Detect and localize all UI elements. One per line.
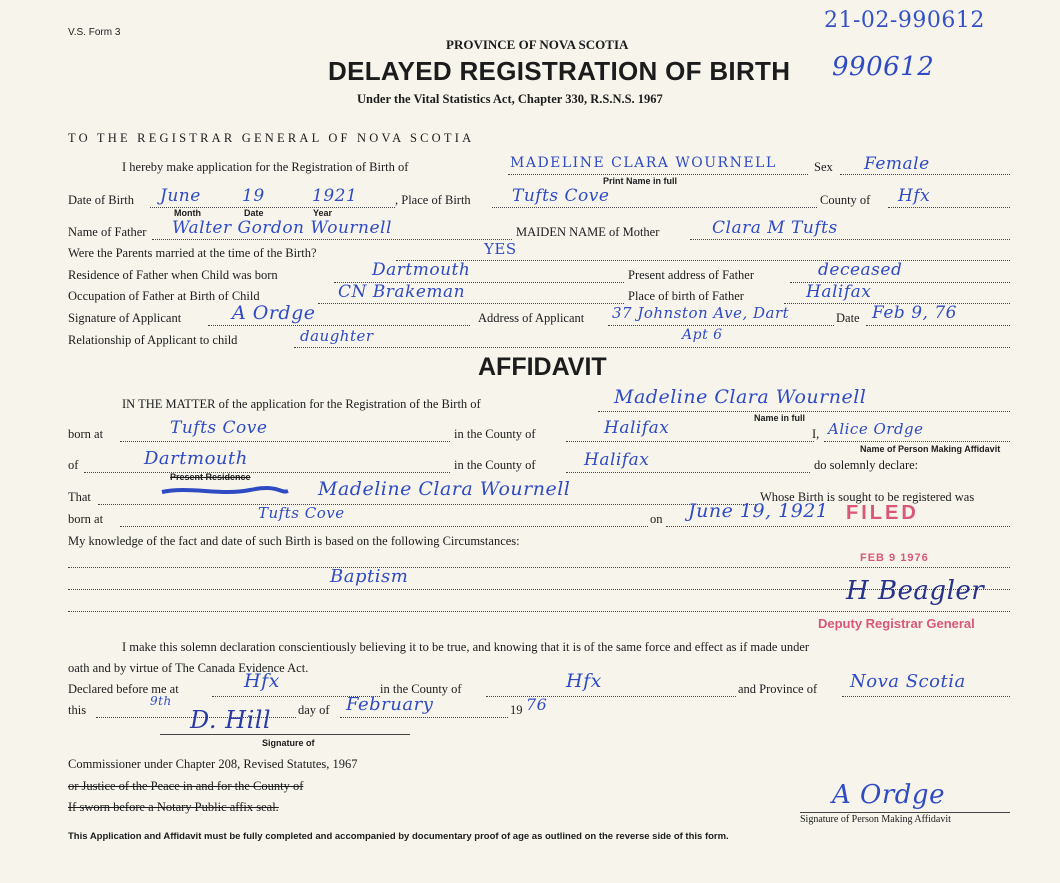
knowledge-label: My knowledge of the fact and date of such Birth is based on the following Circumstances:: [68, 534, 520, 548]
father-birthplace-label: Place of birth of Father: [628, 289, 744, 303]
father-name-label: Name of Father: [68, 225, 147, 239]
place-of-birth-value: Tufts Cove: [512, 186, 610, 206]
affidavit-heading: AFFIDAVIT: [478, 353, 607, 381]
in-county-label-3: in the County of: [380, 682, 462, 696]
date-label: Date: [836, 311, 860, 325]
married-value: YES: [484, 240, 517, 258]
province-value: Nova Scotia: [850, 671, 966, 692]
filed-stamp: FILED: [846, 502, 919, 524]
month-value: February: [346, 694, 434, 715]
sex-label: Sex: [814, 160, 833, 174]
present-residence-note: Present Residence: [170, 472, 251, 482]
in-county-label-2: in the County of: [454, 458, 536, 472]
declared-before-label: Declared before me at: [68, 682, 179, 696]
address-applicant-label: Address of Applicant: [478, 311, 585, 325]
form-title: DELAYED REGISTRATION OF BIRTH: [328, 56, 791, 86]
affidavit-county-value: Halifax: [604, 418, 670, 438]
father-name-value: Walter Gordon Wournell: [172, 218, 392, 238]
county-label: County of: [820, 193, 871, 207]
circumstances-value: Baptism: [330, 566, 409, 587]
this-label: this: [68, 703, 87, 717]
mother-maiden-value: Clara M Tufts: [712, 218, 838, 238]
affiant-signature: A Ordge: [832, 780, 945, 810]
place-of-birth-label: , Place of Birth: [395, 193, 471, 207]
date-note: Date: [244, 208, 264, 218]
relationship-label: Relationship of Applicant to child: [68, 333, 238, 347]
residence-father-value: Dartmouth: [372, 260, 471, 280]
born-at-label: born at: [68, 427, 104, 441]
married-label: Were the Parents married at the time of the Birth?: [68, 246, 317, 260]
declaration-text-1: I make this solemn declaration conscientiously believing it to be true, and knowing that it is of the same force and effect as if made under: [122, 640, 810, 654]
affiant-name-value: Alice Ordge: [828, 420, 924, 438]
declared-at-value: Hfx: [244, 670, 280, 692]
intro-label: I hereby make application for the Registration of Birth of: [122, 160, 409, 174]
commissioner-line: Commissioner under Chapter 208, Revised Statutes, 1967: [68, 757, 358, 771]
footer-notice: This Application and Affidavit must be fully completed and accompanied by documentary proof of age as outlined on the reverse side of this form.: [68, 831, 729, 842]
address-applicant-apt: Apt 6: [682, 327, 723, 343]
dob-month: June: [160, 186, 201, 206]
print-name-note: Print Name in full: [603, 176, 678, 186]
date-of-birth-label: Date of Birth: [68, 193, 134, 207]
in-county-label: in the County of: [454, 427, 536, 441]
dob-year: 1921: [312, 186, 358, 206]
matter-name-value: Madeline Clara Wournell: [614, 386, 867, 408]
date-value: Feb 9, 76: [872, 303, 957, 323]
signature-of-note: Signature of: [262, 738, 315, 748]
sex-value: Female: [864, 154, 930, 174]
address-applicant-value: 37 Johnston Ave, Dart: [612, 304, 790, 322]
form-number: V.S. Form 3: [68, 27, 121, 38]
of-value: Dartmouth: [144, 448, 248, 469]
filed-date-stamp: FEB 9 1976: [860, 552, 929, 564]
present-address-father-label: Present address of Father: [628, 268, 755, 282]
occupation-father-value: CN Brakeman: [338, 282, 466, 302]
whose-birth-label: Whose Birth is sought to be registered was: [760, 490, 975, 504]
county-value: Hfx: [898, 186, 931, 206]
name-in-full-note: Name in full: [754, 413, 806, 423]
commissioner-signature: D. Hill: [190, 706, 272, 734]
addressee: TO THE REGISTRAR GENERAL OF NOVA SCOTIA: [68, 131, 475, 145]
born-at-value-2: Tufts Cove: [258, 504, 345, 522]
registration-number-handwritten: 990612: [832, 52, 935, 82]
signature-applicant-value: A Ordge: [232, 302, 316, 324]
that-label: That: [68, 490, 91, 504]
declared-county-value: Hfx: [566, 670, 602, 692]
of-label: of: [68, 458, 79, 472]
on-label: on: [650, 512, 663, 526]
day-of-label: day of: [298, 703, 330, 717]
registration-number-top: 21-02-990612: [824, 8, 985, 33]
struck-out-mark: [160, 482, 290, 502]
on-date-value: June 19, 1921: [688, 500, 829, 522]
affiant-note: Name of Person Making Affidavit: [860, 444, 1001, 454]
i-label: I,: [812, 427, 820, 441]
affiant-signature-note: Signature of Person Making Affidavit: [800, 814, 951, 825]
registrar-signature: H Beagler: [846, 576, 985, 606]
notary-line: If sworn before a Notary Public affix seal.: [68, 800, 279, 814]
relationship-value: daughter: [300, 327, 374, 345]
year-value: 76: [526, 695, 548, 714]
province-of-label: and Province of: [738, 682, 818, 696]
province-heading: PROVINCE OF NOVA SCOTIA: [446, 37, 629, 52]
matter-label: IN THE MATTER of the application for the Registration of the Birth of: [122, 397, 481, 411]
justice-line: or Justice of the Peace in and for the County of: [68, 779, 304, 793]
form-subtitle: Under the Vital Statistics Act, Chapter 330, R.S.N.S. 1967: [357, 92, 663, 106]
mother-maiden-label: MAIDEN NAME of Mother: [516, 225, 660, 239]
born-at-value: Tufts Cove: [170, 418, 268, 438]
child-name: MADELINE CLARA WOURNELL: [510, 155, 777, 171]
born-at-label-2: born at: [68, 512, 104, 526]
present-address-father-value: deceased: [818, 260, 903, 280]
solemnly-declare-label: do solemnly declare:: [814, 458, 919, 472]
year-note: Year: [313, 208, 333, 218]
occupation-father-label: Occupation of Father at Birth of Child: [68, 289, 260, 303]
residence-father-label: Residence of Father when Child was born: [68, 268, 278, 282]
year-prefix: 19: [510, 703, 523, 717]
dob-day: 19: [242, 186, 265, 206]
signature-applicant-label: Signature of Applicant: [68, 311, 182, 325]
deputy-registrar-stamp: Deputy Registrar General: [818, 616, 975, 631]
declaration-text-2: oath and by virtue of The Canada Evidence Act.: [68, 661, 309, 675]
father-birthplace-value: Halifax: [806, 282, 872, 302]
affidavit-county-value-2: Halifax: [584, 450, 650, 470]
that-name-value: Madeline Clara Wournell: [318, 478, 571, 500]
this-day-value: 9th: [150, 694, 172, 708]
month-note: Month: [174, 208, 201, 218]
